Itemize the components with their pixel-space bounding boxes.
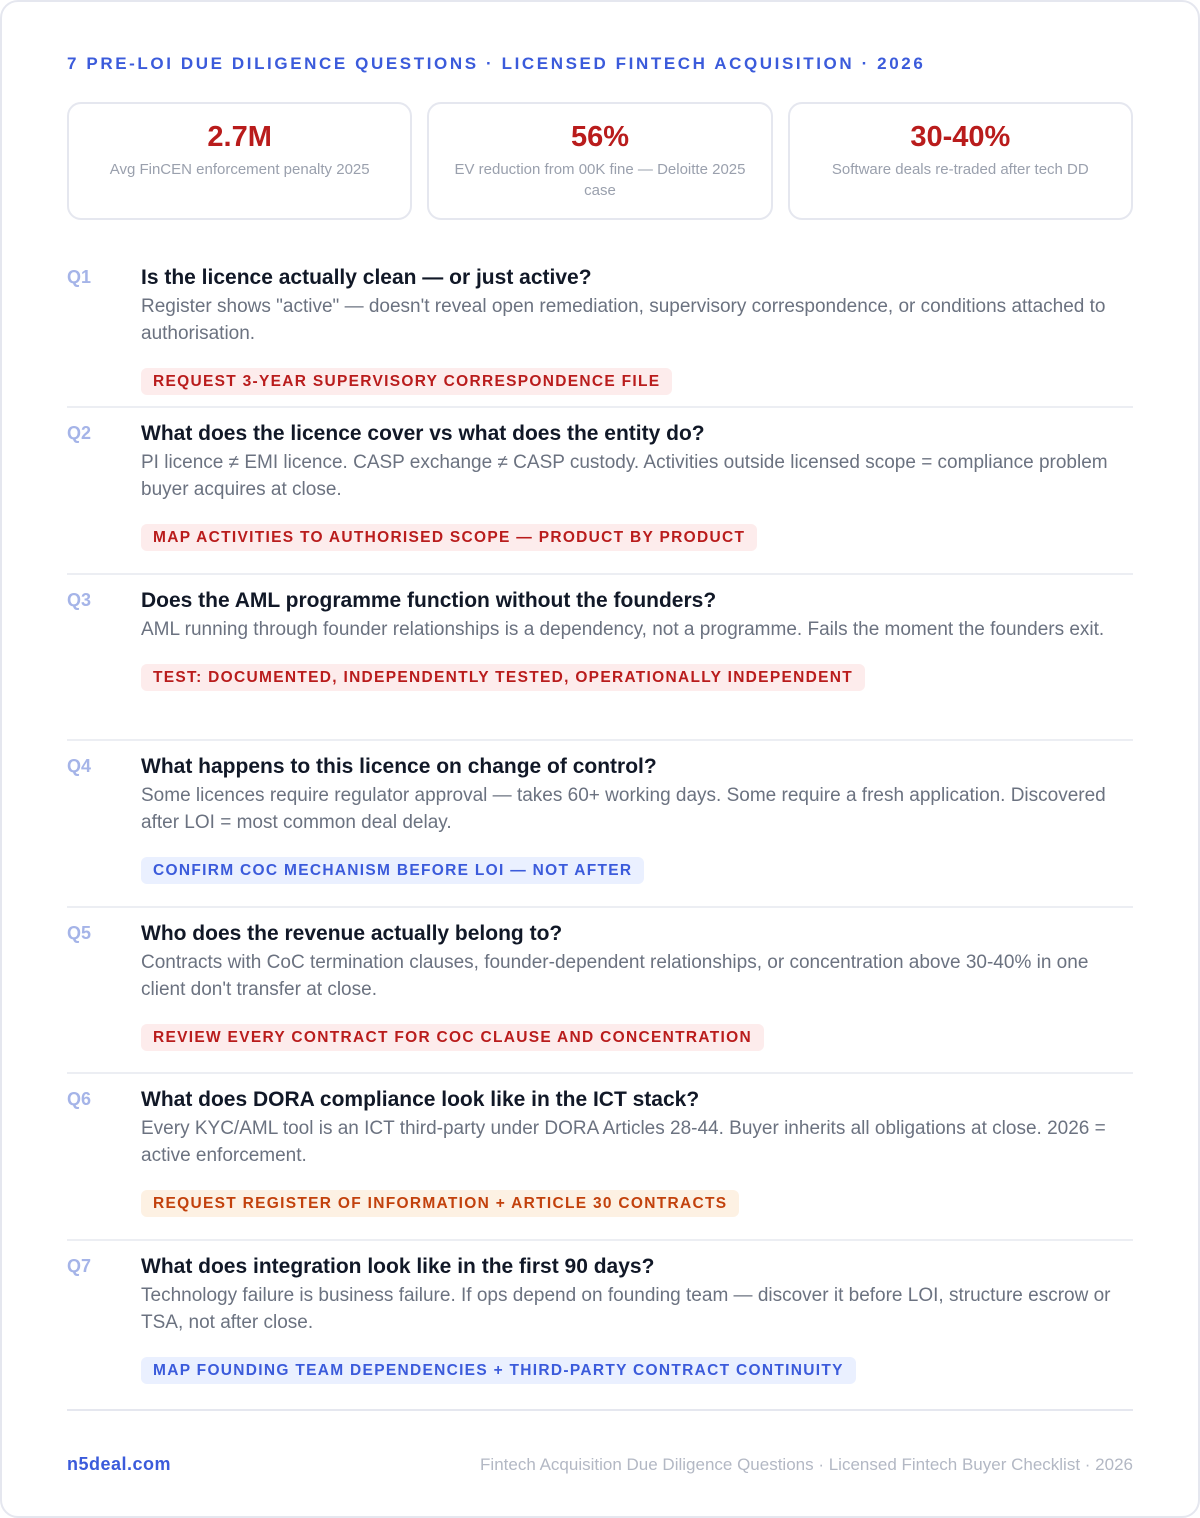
question-description: AML running through founder relationships is a dependency, not a programme. Fails the moment the founders exit.	[141, 618, 1105, 640]
question-item	[67, 252, 1133, 408]
question-title: What does integration look like in the first 90 days?	[141, 1254, 655, 1278]
question-description: Technology failure is business failure. If ops depend on founding team — discover it before LOI, structure escrow or TSA, not after close.	[141, 1284, 1111, 1333]
action-tag: REVIEW EVERY CONTRACT FOR COC CLAUSE AND CONCENTRATION	[141, 1024, 764, 1051]
question-description: Contracts with CoC termination clauses, founder-dependent relationships, or concentration above 30-40% in one client don't transfer at close.	[141, 951, 1089, 1000]
question-item	[67, 575, 1133, 742]
question-number: Q4	[67, 756, 92, 776]
action-tag: REQUEST REGISTER OF INFORMATION + ARTICLE 30 CONTRACTS	[141, 1190, 739, 1217]
stat-value: 2.7M	[207, 121, 272, 153]
stat-value: 56%	[570, 121, 630, 153]
action-tag: MAP ACTIVITIES TO AUTHORISED SCOPE — PRODUCT BY PRODUCT	[141, 524, 757, 551]
question-number: Q1	[67, 267, 92, 287]
question-title: Does the AML programme function without the founders?	[141, 588, 717, 612]
question-body	[141, 753, 1133, 906]
question-item	[67, 741, 1133, 908]
question-body	[141, 1253, 1133, 1409]
question-title: What happens to this licence on change of control?	[141, 755, 657, 778]
question-description: Every KYC/AML tool is an ICT third-party under DORA Articles 28-44. Buyer inherits all obligations at close. 2026 = active enforcement.	[141, 1118, 1106, 1167]
footer	[67, 1454, 1133, 1475]
question-body	[141, 264, 1133, 406]
stats-row	[67, 102, 1133, 220]
question-item	[67, 908, 1133, 1075]
question-description: Register shows "active" — doesn't reveal open remediation, supervisory correspondence, or conditions attached to authorisation.	[141, 296, 1106, 345]
action-tag: MAP FOUNDING TEAM DEPENDENCIES + THIRD-PARTY CONTRACT CONTINUITY	[141, 1357, 856, 1384]
question-title: Who does the revenue actually belong to?	[141, 921, 563, 945]
question-description: PI licence ≠ EMI licence. CASP exchange ≠ CASP custody. Activities outside licensed scope = compliance problem buyer acquires at close.	[141, 452, 1108, 501]
question-item	[67, 1241, 1133, 1411]
action-tag: CONFIRM COC MECHANISM BEFORE LOI — NOT AFTER	[141, 857, 644, 884]
stat-label: Software deals re-traded after tech DD	[831, 160, 1089, 178]
stat-label: EV reduction from 00K fine — Deloitte 2025 case	[454, 160, 746, 199]
question-number: Q7	[67, 1255, 92, 1276]
questions-list	[67, 252, 1133, 1411]
action-tag: REQUEST 3-YEAR SUPERVISORY CORRESPONDENCE FILE	[141, 368, 672, 395]
stat-card	[427, 102, 772, 220]
question-title: What does the licence cover vs what does the entity do?	[141, 422, 705, 445]
question-number: Q3	[67, 589, 92, 610]
stat-card	[788, 102, 1133, 220]
question-body	[141, 920, 1133, 1073]
question-number: Q2	[67, 423, 92, 443]
footer-caption: Fintech Acquisition Due Diligence Questions · Licensed Fintech Buyer Checklist · 2026	[480, 1454, 1133, 1474]
stat-label: Avg FinCEN enforcement penalty 2025	[109, 160, 370, 178]
question-item	[67, 408, 1133, 575]
stat-card	[67, 102, 412, 220]
page-header: 7 PRE-LOI DUE DILIGENCE QUESTIONS · LICENSED FINTECH ACQUISITION · 2026	[67, 54, 926, 73]
question-body	[141, 1086, 1133, 1239]
question-title: What does DORA compliance look like in the ICT stack?	[141, 1088, 700, 1111]
question-number: Q5	[67, 922, 92, 943]
stat-value: 30-40%	[910, 121, 1011, 153]
brand-link[interactable]: n5deal.com	[67, 1454, 172, 1474]
question-body	[141, 420, 1133, 573]
question-description: Some licences require regulator approval — takes 60+ working days. Some require a fresh application. Discovered after LOI = most common deal delay.	[141, 785, 1106, 834]
action-tag: TEST: DOCUMENTED, INDEPENDENTLY TESTED, OPERATIONALLY INDEPENDENT	[141, 664, 865, 691]
question-number: Q6	[67, 1089, 92, 1109]
question-body	[141, 587, 1133, 740]
question-item	[67, 1074, 1133, 1241]
question-title: Is the licence actually clean — or just active?	[141, 266, 592, 289]
